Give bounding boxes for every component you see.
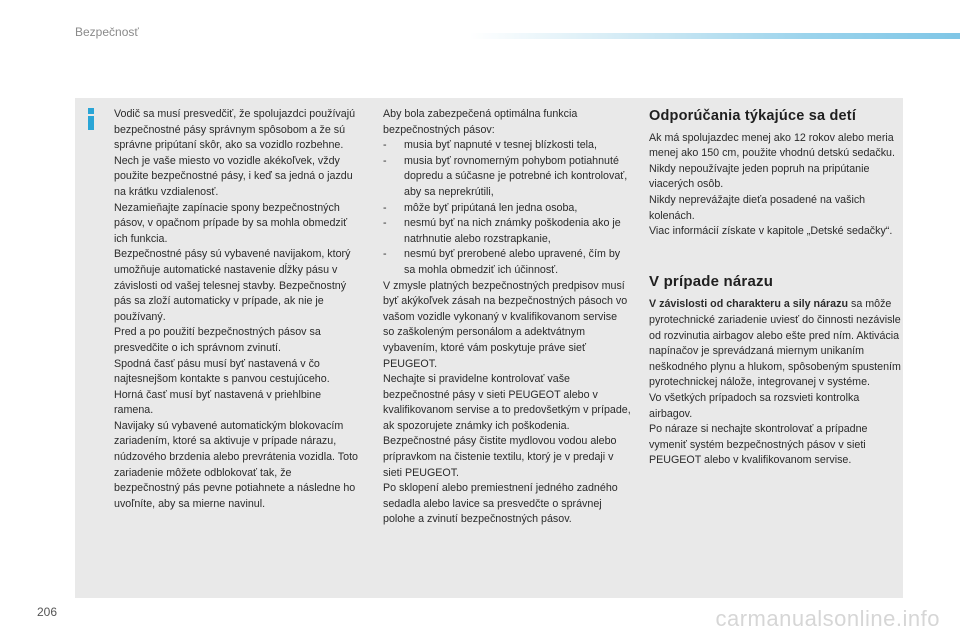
paragraph: V zmysle platných bezpečnostných predpisov musí byť akýkoľvek zásah na bezpečnostných pásoch vo vašom vozidle vykonaný v kvalifikovanom servise so zaškoleným personálom a adektvátnym vybavením, ktoré vám poskytuje práve sieť PEUGEOT. [383,279,628,370]
paragraph: Nech je vaše miesto vo vozidle akékoľvek, vždy použite bezpečnostné pásy, i keď sa jedná o jazdu na krátku vzdialenosť. [114,154,353,198]
paragraph: Nikdy nepoužívajte jeden popruh na pripútanie viacerých osôb. [649,162,870,191]
paragraph-rest: sa môže pyrotechnické zariadenie uviesť do činnosti nezávisle od rozvinutia airbagov alebo ešte pred ním. Aktivácia napínačov je sprevádzaná miernym unikaním neškodného plynu a hlukom, spôsobeným spustením pyrotechnickej náložе, integrovanej v systéme. [649,298,901,389]
paragraph: Po sklopení alebo premiestnení jedného zadného sedadla alebo lavice sa presvedčte o správnej polohe a zvinutí bezpečnostných pásov. [383,482,618,526]
paragraph: Bezpečnostné pásy čistite mydlovou vodou alebo prípravkom na čistenie textilu, ktorý je v predaji v sieti PEUGEOT. [383,435,617,479]
heading-impact: V prípade nárazu [649,272,774,290]
requirements-list [383,138,631,278]
paragraph: Nikdy neprevážajte dieťa posadené na vašich kolenách. [649,193,866,222]
paragraph: Viac informácií získate v kapitole „Detské sedačky“. [649,225,893,238]
paragraph: Nezamieňajte zapínacie spony bezpečnostných pásov, v opačnom prípade by sa mohla obmedziť ich funkcia. [114,201,348,245]
page-number: 206 [37,605,58,619]
paragraph: Vodič sa musí presvedčiť, že spolujazdci používajú bezpečnostné pásy správnym spôsobom a že sú správne pripútaní skôr, ako sa vozidlo rozbehne. [114,108,356,152]
paragraph [649,297,903,391]
paragraph: Navijaky sú vybavené automatickým blokovacím zariadením, ktoré sa aktivuje v prípade nárazu, núdzového brzdenia alebo prevrátenia vozidla. Toto zariadenie môžete odblokovať tak, že bezpečnostný pás pevne potiahnete a následne ho uvoľníte, aby sa mierne navinul. [114,419,359,510]
list-item: - nesmú byť prerobené alebo upravené, čím by sa mohla obmedziť ich účinnosť. [383,247,631,278]
column-2 [383,107,631,528]
list-item: - môže byť pripútaná len jedna osoba, [383,201,631,217]
info-icon [84,108,98,130]
column-1 [114,107,359,512]
paragraph: Vo všetkých prípadoch sa rozsvieti kontrolka airbagov. [649,391,860,420]
paragraph: Spodná časť pásu musí byť nastavená v čo najtesnejšom kontakte s panvou cestujúceho. [114,357,330,386]
column-3 [649,107,903,469]
paragraph: Po náraze si nechajte skontrolovať a prípadne vymeniť systém bezpečnostných pásov v sieti PEUGEOT alebo v kvalifikovanom servise. [649,423,868,467]
paragraph: Nechajte si pravidelne kontrolovať vaše bezpečnostné pásy v sieti PEUGEOT alebo v kvalifikovanom servise a to predovšetkým v prípade, ak spozorujete známky ich poškodenia. [383,373,631,432]
paragraph: Ak má spolujazdec menej ako 12 rokov alebo meria menej ako 150 cm, použite vhodnú detskú sedačku. [649,131,895,160]
paragraph: Bezpečnostné pásy sú vybavené navijakom, ktorý umožňuje automatické nastavenie dĺžky pásu v závislosti od vašej telesnej stavby. Bezpečnostný pás sa zloží automaticky v prípade, ak nie je používaný. [114,248,351,323]
heading-children: Odporúčania týkajúce sa detí [649,108,857,124]
list-item: - musia byť rovnomerným pohybom potiahnuté dopredu a súčasne je potrebné ich kontrolovať, aby sa neprekrútili, [383,154,631,201]
section-title: Bezpečnosť [75,25,139,39]
paragraph: Horná časť musí byť nastavená v priehlbine ramena. [114,388,322,417]
subheading: V závislosti od charakteru a sily nárazu [649,298,848,311]
header-accent-line [470,33,960,39]
list-item: - nesmú byť na nich známky poškodenia ako je natrhnutie alebo rozstrapkanie, [383,216,631,247]
paragraph: Pred a po použití bezpečnostných pásov sa presvedčite o ich správnom zvinutí. [114,326,321,354]
list-item: - musia byť napnuté v tesnej blízkosti tela, [383,138,631,154]
intro-text: Aby bola zabezpečená optimálna funkcia bezpečnostných pásov: [383,108,578,136]
watermark: carmanualsonline.info [715,606,940,631]
